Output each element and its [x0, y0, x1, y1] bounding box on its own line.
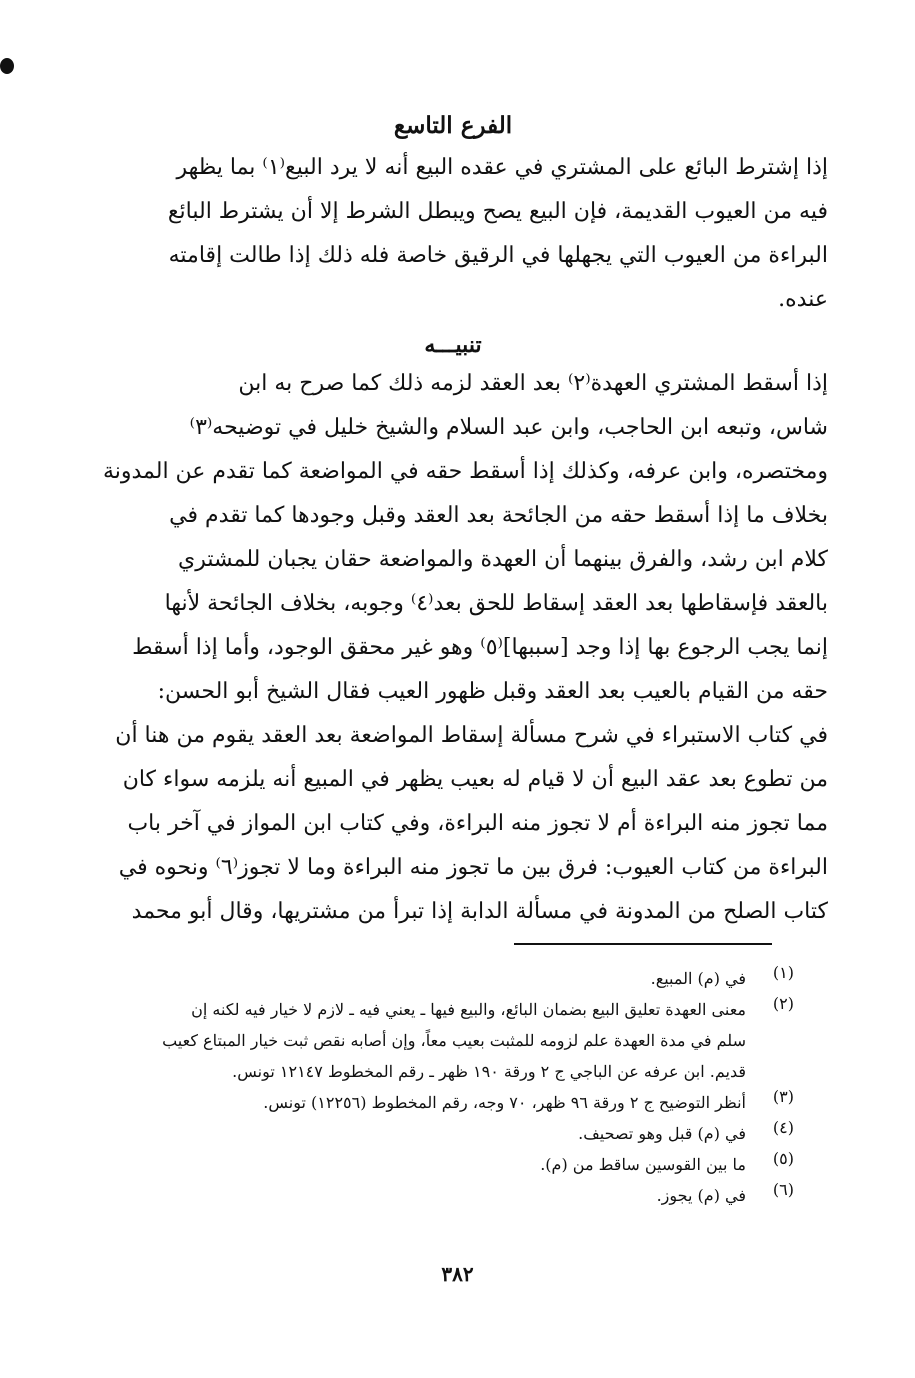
footnote-1 — [78, 963, 794, 994]
footnote-line: معنى العهدة تعليق البيع بضمان البائع، والبيع فيها ـ يعني فيه ـ لازم لا خيار فيه لكنه إن — [191, 1000, 746, 1019]
ink-dot — [0, 58, 14, 74]
footnote-5 — [78, 1149, 794, 1180]
footnote-line: أنظر التوضيح ج ٢ ورقة ٩٦ ظهر، ٧٠ وجه، رقم المخطوط (١٢٢٥٦) تونس. — [263, 1093, 746, 1112]
footnote-line: سلم في مدة العهدة علم لزومه للمثبت بعيب معاً، وإن أصابه نقص ثبت خيار المبتاع كعيب — [162, 1031, 746, 1050]
notice-title: تنبيـــه — [424, 332, 482, 358]
footnote-line: في (م) يجوز. — [656, 1186, 746, 1205]
footnote-text — [78, 1087, 746, 1118]
footnote-text — [78, 1149, 746, 1180]
text-line: شاس، وتبعه ابن الحاجب، وابن عبد السلام والشيخ خليل في توضيحه⁽٣⁾ — [189, 415, 828, 440]
text-line: البراءة من كتاب العيوب: فرق بين ما تجوز منه البراءة وما لا تجوز⁽٦⁾ ونحوه في — [118, 855, 828, 880]
footnote-text — [78, 994, 746, 1087]
footnote-line: في (م) قبل وهو تصحيف. — [578, 1124, 746, 1143]
text-line: من تطوع بعد عقد البيع أن لا قيام له بعيب يظهر في المبيع أنه يلزمه سواء كان — [122, 767, 828, 792]
footnote-6 — [78, 1180, 794, 1211]
text-line: في كتاب الاستبراء في شرح مسألة إسقاط المواضعة بعد العقد يقوم من هنا أن — [115, 723, 828, 748]
footnote-2 — [78, 994, 794, 1087]
footnote-number: (٤) — [772, 1118, 794, 1137]
footnote-line: في (م) المبيع. — [650, 969, 746, 988]
text-line: مما تجوز منه البراءة أم لا تجوز منه البراءة، وفي كتاب ابن المواز في آخر باب — [127, 811, 828, 836]
text-line: عنده. — [778, 287, 828, 312]
text-line: ومختصره، وابن عرفه، وكذلك إذا أسقط حقه في المواضعة كما تقدم عن المدونة — [102, 459, 828, 484]
footnote-divider — [514, 943, 772, 945]
paragraph-1 — [78, 146, 828, 322]
text-line: كلام ابن رشد، والفرق بينهما أن العهدة والمواضعة حقان يجبان للمشتري — [178, 547, 828, 572]
text-line: كتاب الصلح من المدونة في مسألة الدابة إذا تبرأ من مشتريها، وقال أبو محمد — [131, 899, 828, 924]
text-line: فيه من العيوب القديمة، فإن البيع يصح ويبطل الشرط إلا أن يشترط البائع — [167, 199, 828, 224]
page-number: ٣٨٢ — [441, 1262, 474, 1286]
footnote-4 — [78, 1118, 794, 1149]
text-line: البراءة من العيوب التي يجهلها في الرقيق خاصة فله ذلك إذا طالت إقامته — [168, 243, 828, 268]
text-line: إنما يجب الرجوع بها إذا وجد [سببها]⁽٥⁾ وهو غير محقق الوجود، وأما إذا أسقط — [132, 635, 828, 660]
text-line: حقه من القيام بالعيب بعد العقد وقبل ظهور العيب فقال الشيخ أبو الحسن: — [157, 679, 828, 704]
footnote-line: قديم. ابن عرفه عن الباجي ج ٢ ورقة ١٩٠ ظهر ـ رقم المخطوط ١٢١٤٧ تونس. — [232, 1062, 746, 1081]
text-line: بالعقد فإسقاطها بعد العقد إسقاط للحق بعد⁽٤⁾ وجوبه، بخلاف الجائحة لأنها — [164, 591, 828, 616]
text-line: إذا أسقط المشتري العهدة⁽٢⁾ بعد العقد لزمه ذلك كما صرح به ابن — [238, 371, 828, 396]
footnote-text — [78, 1118, 746, 1149]
text-line: بخلاف ما إذا أسقط حقه من الجائحة بعد العقد وقبل وجودها كما تقدم في — [169, 503, 828, 528]
footnote-number: (٣) — [772, 1087, 794, 1106]
footnote-line: ما بين القوسين ساقط من (م). — [540, 1155, 746, 1174]
section-title: الفرع التاسع — [393, 112, 513, 139]
footnote-text — [78, 1180, 746, 1211]
footnote-number: (٦) — [772, 1180, 794, 1199]
text-line: إذا إشترط البائع على المشتري في عقده البيع أنه لا يرد البيع⁽١⁾ بما يظهر — [176, 155, 828, 180]
footnote-number: (١) — [772, 963, 794, 982]
footnotes — [78, 963, 794, 1211]
footnote-text — [78, 963, 746, 994]
footnote-3 — [78, 1087, 794, 1118]
footnote-number: (٢) — [772, 994, 794, 1013]
paragraph-2 — [78, 362, 828, 934]
footnote-number: (٥) — [772, 1149, 794, 1168]
